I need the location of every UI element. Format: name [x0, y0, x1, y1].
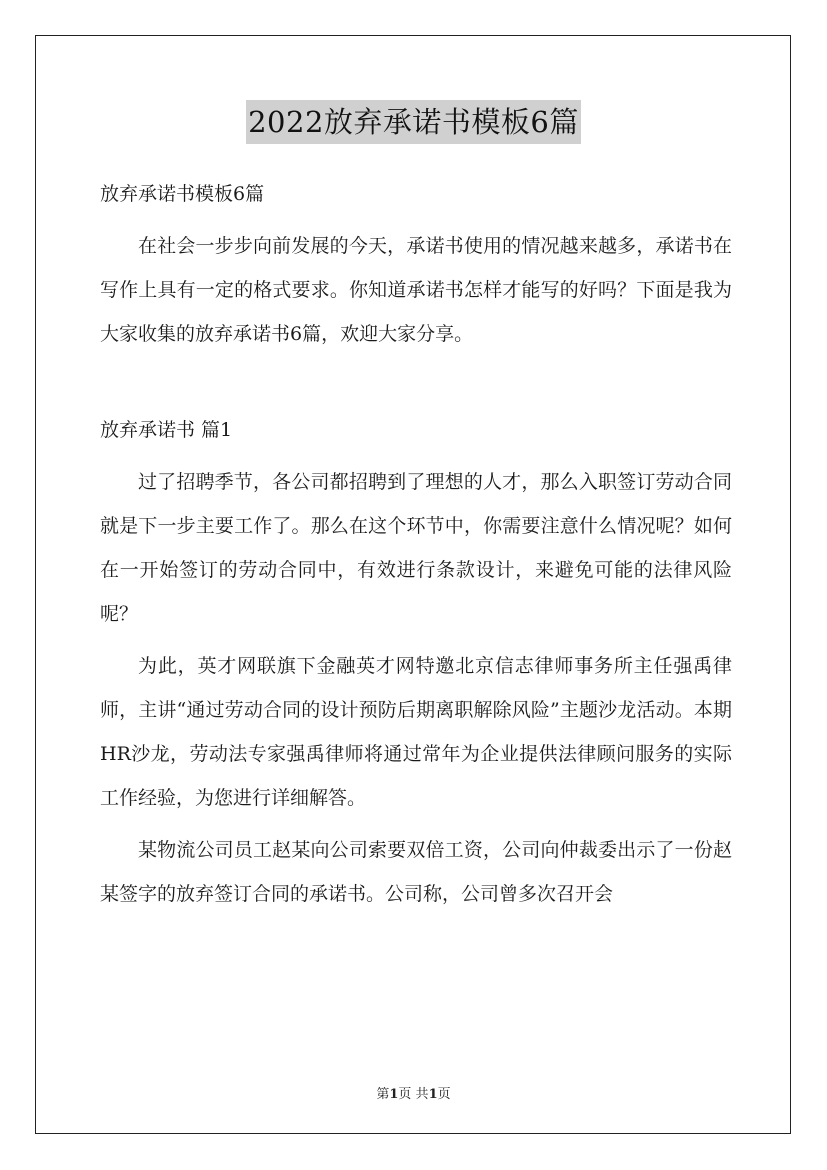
body-paragraph-2: 为此，英才网联旗下金融英才网特邀北京信志律师事务所主任强禹律师，主讲“通过劳动合同的设计预防后期离职解除风险”主题沙龙活动。本期HR沙龙，劳动法专家强禹律师将通过常年为企业提供法律顾问服务的实际工作经验，为您进行详细解答。 — [100, 655, 732, 809]
page-footer — [0, 1083, 827, 1102]
section-heading-1: 放弃承诺书 篇1 — [100, 419, 233, 441]
document-title: 2022放弃承诺书模板6篇 — [246, 100, 581, 144]
section-gap — [100, 356, 732, 400]
title-container — [0, 100, 827, 144]
footer-page-prefix: 第 — [376, 1087, 390, 1102]
footer-page-suffix: 页 — [437, 1087, 451, 1102]
footer-page-mid: 页 共 — [398, 1087, 429, 1102]
body-paragraph-1: 过了招聘季节，各公司都招聘到了理想的人才，那么入职签订劳动合同就是下一步主要工作了。那么在这个环节中，你需要注意什么情况呢？如何在一开始签订的劳动合同中，有效进行条款设计，来避免可能的法律风险呢？ — [100, 471, 732, 625]
footer-page-number: 1 — [389, 1087, 399, 1102]
body-paragraph-3: 某物流公司员工赵某向公司索要双倍工资，公司向仲裁委出示了一份赵某签字的放弃签订合同的承诺书。公司称，公司曾多次召开会 — [100, 839, 732, 905]
intro-paragraph: 在社会一步步向前发展的今天，承诺书使用的情况越来越多，承诺书在写作上具有一定的格式要求。你知道承诺书怎样才能写的好吗？下面是我为大家收集的放弃承诺书6篇，欢迎大家分享。 — [100, 235, 732, 345]
document-body — [100, 172, 732, 916]
document-subtitle: 放弃承诺书模板6篇 — [100, 183, 265, 205]
footer-page-total: 1 — [428, 1087, 438, 1102]
